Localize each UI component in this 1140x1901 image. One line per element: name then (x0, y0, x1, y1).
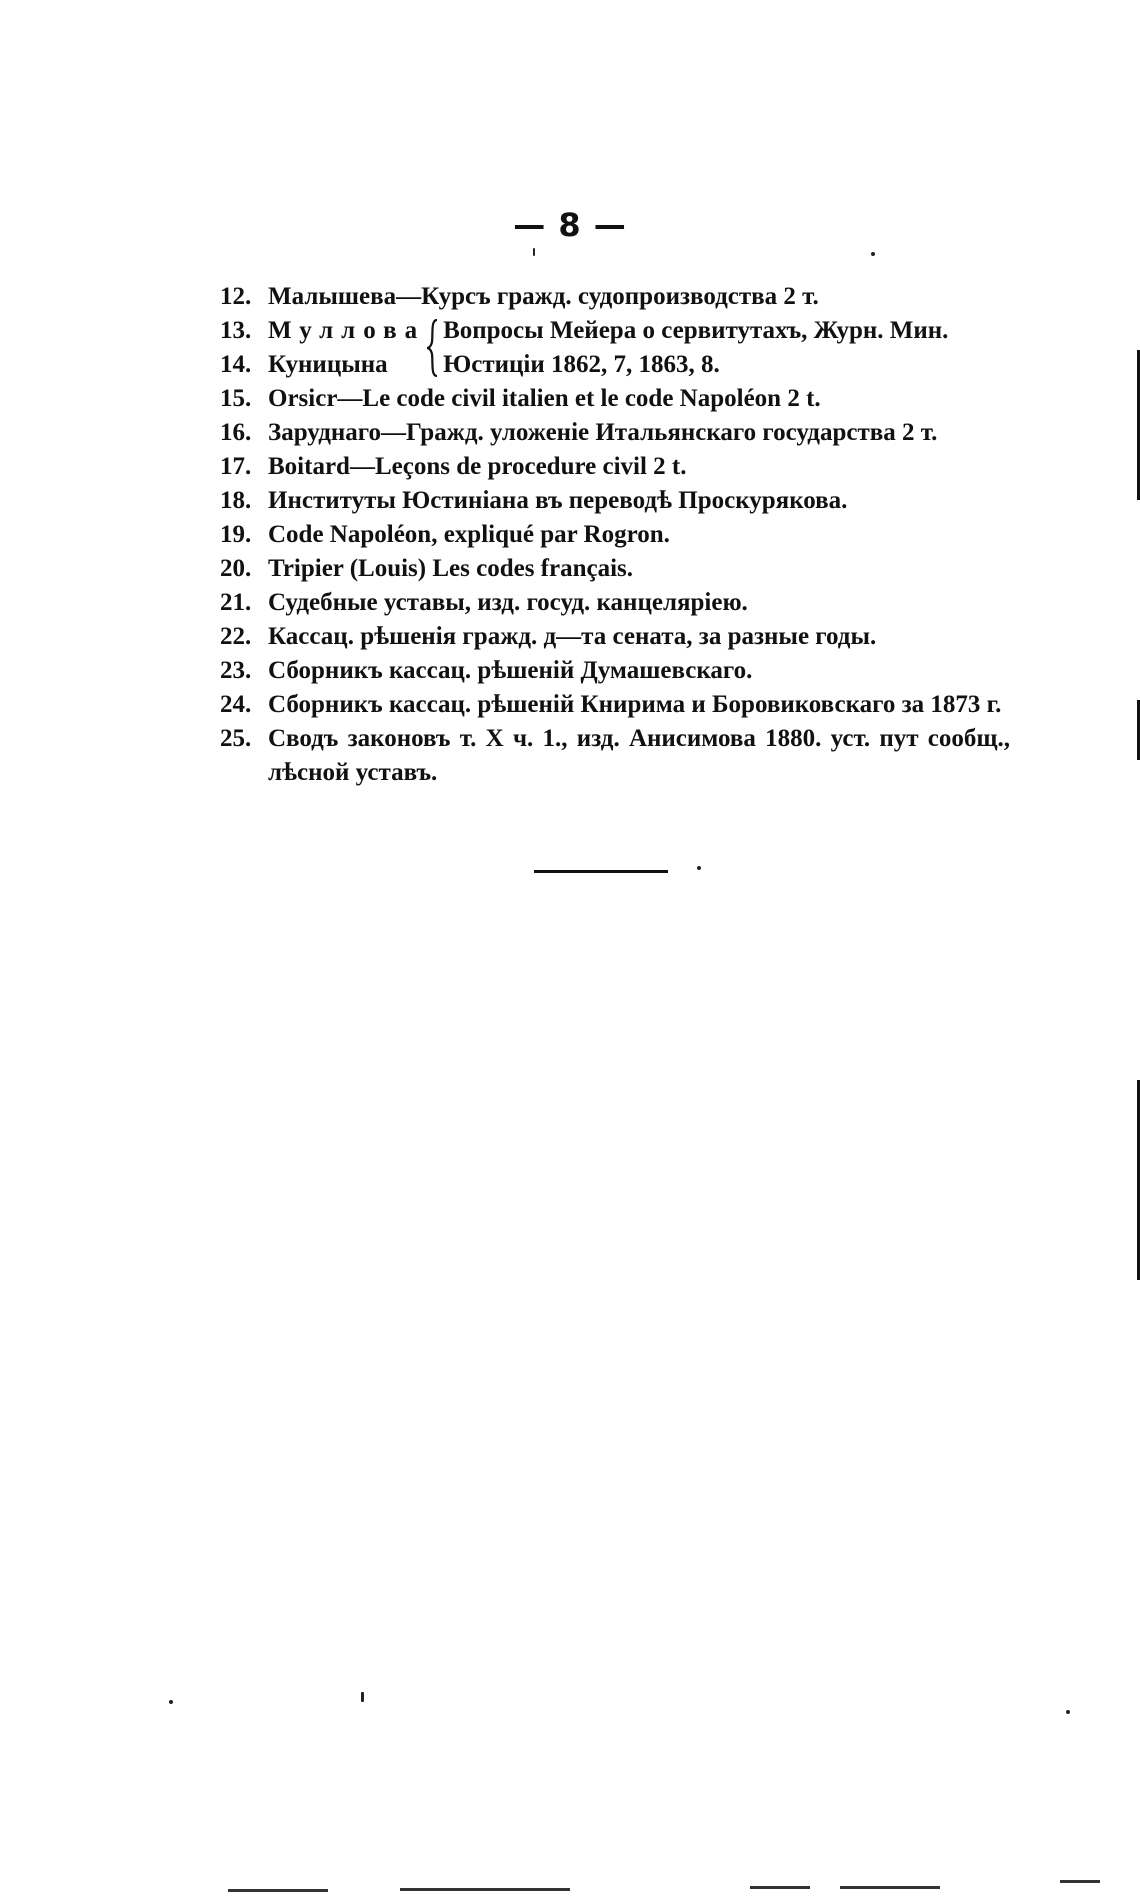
scan-speck (871, 252, 875, 256)
group-shared-text (443, 314, 1010, 382)
scan-noise (840, 1886, 940, 1889)
item-number: 23. (220, 657, 252, 684)
item-text: Сборникъ кассац. рѣшеній Думашевскаго. (268, 657, 753, 684)
list-item-24 (220, 688, 1010, 722)
list-item-25 (220, 722, 1010, 790)
list-item-19 (220, 518, 1010, 552)
brace-icon (425, 314, 443, 382)
item-text: Сводъ законовъ т. X ч. 1., изд. Анисимова 1880. уст. пут сообщ., лѣсной уставъ. (268, 725, 1010, 786)
item-number: 14. (220, 351, 252, 378)
list-item-14 (220, 348, 425, 382)
shared-text-line-2: Юстиціи 1862, 7, 1863, 8. (443, 351, 720, 378)
scan-speck (169, 1700, 173, 1704)
item-number: 16. (220, 419, 252, 446)
item-author: Муллова (268, 317, 426, 344)
item-number: 17. (220, 453, 252, 480)
item-number: 24. (220, 691, 252, 718)
bibliography-list (220, 280, 1010, 790)
item-number: 18. (220, 487, 252, 514)
list-item-22 (220, 620, 1010, 654)
group-authors (220, 314, 425, 382)
item-number: 19. (220, 521, 252, 548)
item-text: Малышева—Курсъ гражд. судопроизводства 2 т. (268, 283, 819, 310)
list-item-23 (220, 654, 1010, 688)
scan-speck (1066, 1710, 1070, 1714)
item-number: 13. (220, 317, 252, 344)
item-text: Институты Юстиніана въ переводѣ Проскурякова. (268, 487, 848, 514)
shared-text-line-1: Вопросы Мейера о сервитутахъ, Журн. Мин. (443, 317, 949, 344)
item-text: Code Napoléon, expliqué par Rogron. (268, 521, 670, 548)
list-item-21 (220, 586, 1010, 620)
scan-noise (400, 1888, 570, 1891)
list-item-20 (220, 552, 1010, 586)
list-item-12 (220, 280, 1010, 314)
item-text: Сборникъ кассац. рѣшеній Книрима и Боровиковскаго за 1873 г. (268, 691, 1002, 718)
item-text: Tripier (Louis) Les codes français. (268, 555, 634, 582)
item-author: Куницына (268, 351, 388, 378)
item-text: Кассац. рѣшенія гражд. д—та сената, за разные годы. (268, 623, 877, 650)
item-text: Boitard—Leçons de procedure civil 2 t. (268, 453, 687, 480)
item-number: 22. (220, 623, 252, 650)
list-item-16 (220, 416, 1010, 450)
list-item-15 (220, 382, 1010, 416)
scan-noise (1060, 1880, 1100, 1883)
item-text: Судебные уставы, изд. госуд. канцеляріею. (268, 589, 748, 616)
list-item-13 (220, 314, 425, 348)
grouped-list-items-13-14 (220, 314, 1010, 382)
item-number: 25. (220, 725, 252, 752)
list-item-18 (220, 484, 1010, 518)
item-number: 21. (220, 589, 252, 616)
list-item-17 (220, 450, 1010, 484)
end-rule-divider (534, 870, 668, 873)
scan-speck (361, 1692, 364, 1702)
item-text: Orsicr—Le code civil italien et le code Napoléon 2 t. (268, 385, 821, 412)
item-text: Заруднаго—Гражд. уложеніе Итальянскаго государства 2 т. (268, 419, 938, 446)
item-number: 20. (220, 555, 252, 582)
page-number: — 8 — (513, 206, 627, 244)
scan-speck (697, 866, 701, 870)
item-number: 12. (220, 283, 252, 310)
scan-speck (533, 248, 535, 256)
item-number: 15. (220, 385, 252, 412)
scan-noise (750, 1886, 810, 1889)
scan-noise (228, 1889, 328, 1892)
